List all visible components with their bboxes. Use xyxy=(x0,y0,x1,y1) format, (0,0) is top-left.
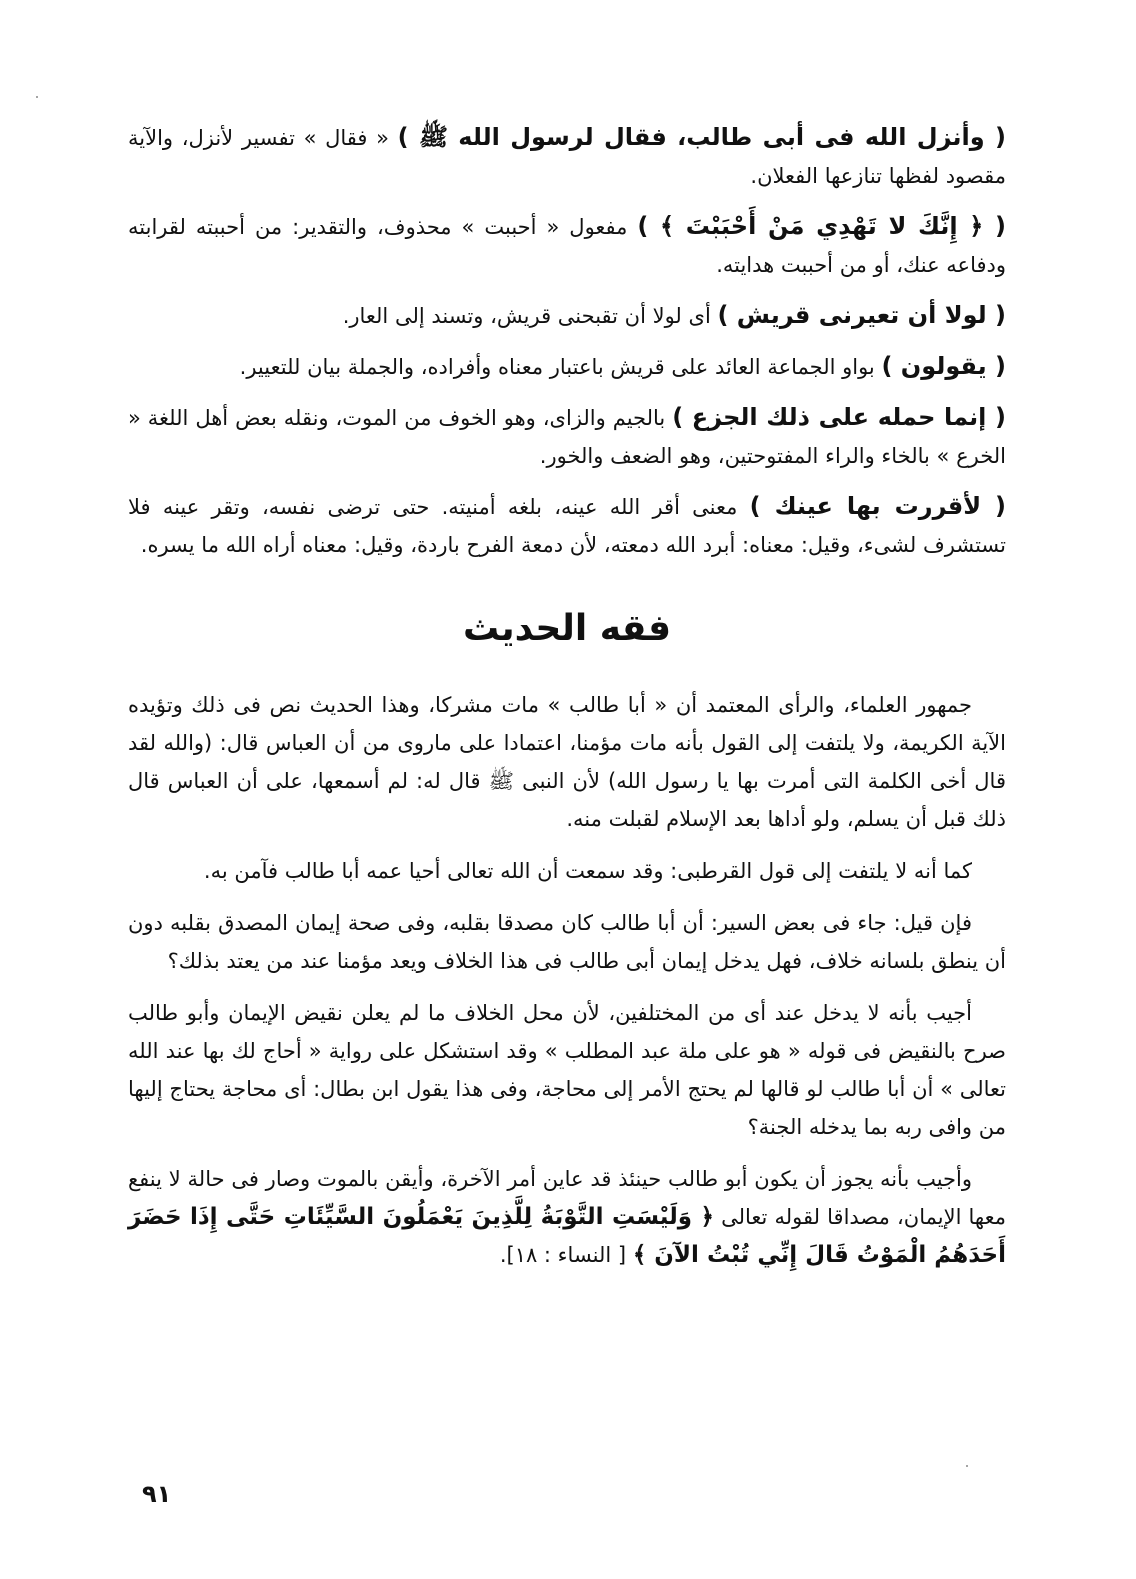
glossary-explanation: بالجيم والزاى، وهو الخوف من الموت، ونقله بعض أهل اللغة « الخرع » بالخاء والراء المفتوحتين، وهو الضعف والخور. xyxy=(128,406,1006,468)
glossary-explanation: معنى أقر الله عينه، بلغه أمنيته. حتى ترضى نفسه، وتقر عينه فلا تستشرف لشىء، وقيل: معناه: أبرد الله دمعته، لأن دمعة الفرح باردة، وقيل: معناه أراه الله ما يسره. xyxy=(128,495,1006,557)
glossary-keyword: ﴿ إِنَّكَ لا تَهْدِي مَنْ أَحْبَبْتَ ﴾ xyxy=(660,212,984,240)
glossary-explanation: أى لولا أن تقبحنى قريش، وتسند إلى العار. xyxy=(342,304,718,328)
glossary-entry: ( وأنزل الله فى أبى طالب، فقال لرسول الله ﷺ ) « فقال » تفسير لأنزل، والآية مقصود لفظها تنازعها الفعلان. xyxy=(128,123,1006,188)
glossary-keyword: لولا أن تعيرنى قريش xyxy=(736,301,987,329)
page-number: ٩١ xyxy=(142,1480,172,1508)
body-paragraph: كما أنه لا يلتفت إلى قول القرطبى: وقد سمعت أن الله تعالى أحيا عمه أبا طالب فآمن به. xyxy=(203,859,972,883)
glossary-keyword: يقولون xyxy=(900,352,987,380)
glossary-keyword: لأقررت بها عينك xyxy=(774,492,982,520)
glossary-entry: ( لأقررت بها عينك ) معنى أقر الله عينه، بلغه أمنيته. حتى ترضى نفسه، وتقر عينه فلا تستشرف لشىء، وقيل: معناه: أبرد الله دمعته، لأن دمعة الفرح باردة، وقيل: معناه أراه الله ما يسره. xyxy=(128,492,1006,557)
body-paragraph-with-verse xyxy=(128,1160,1006,1274)
body-paragraph: أجيب بأنه لا يدخل عند أى من المختلفين، لأن محل الخلاف ما لم يعلن نقيض الإيمان وأبو طالب صرح بالنقيض فى قوله « هو على ملة عبد المطلب » وقد استشكل على رواية « أحاج لك بها عند الله تعالى » أن أبا طالب لو قالها لم يحتج الأمر إلى محاجة، وفى هذا يقول ابن بطال: أى محاجة يحتاج إليها من وافى ربه بما يدخله الجنة؟ xyxy=(128,1001,1006,1139)
scan-speck xyxy=(966,1465,968,1467)
glossary-entry: ( يقولون ) بواو الجماعة العائد على قريش باعتبار معناه وأفراده، والجملة بيان للتعيير. xyxy=(239,352,1006,380)
glossary-explanation: مفعول « أحببت » محذوف، والتقدير: من أحببته لقرابته ودفاعه عنك، أو من أحببت هدايته. xyxy=(128,215,1006,277)
paragraph-text: وأجيب بأنه يجوز أن يكون أبو طالب حينئذ قد عاين أمر الآخرة، وأيقن بالموت وصار فى حالة لا ينفع معها الإيمان، مصداقا لقوله تعالى xyxy=(128,1167,1006,1229)
glossary-explanation: « فقال » تفسير لأنزل، والآية مقصود لفظها تنازعها الفعلان. xyxy=(128,126,1006,188)
body-paragraph: جمهور العلماء، والرأى المعتمد أن « أبا طالب » مات مشركا، وهذا الحديث نص فى ذلك وتؤيده الآية الكريمة، ولا يلتفت إلى القول بأنه مات مؤمنا، اعتمادا على ماروى من أن العباس قال: (والله لقد قال أخى الكلمة التى أمرت بها يا رسول الله) لأن النبى ﷺ قال له: لم أسمعها، على أن العباس قال ذلك قبل أن يسلم، ولو أداها بعد الإسلام لقبلت منه. xyxy=(128,693,1006,831)
scan-speck xyxy=(36,96,38,98)
section-heading: فقه الحديث xyxy=(462,608,672,649)
glossary-keyword: وأنزل الله فى أبى طالب، فقال لرسول الله ﷺ xyxy=(418,123,985,151)
body-paragraph: فإن قيل: جاء فى بعض السير: أن أبا طالب كان مصدقا بقلبه، وفى صحة إيمان المصدق بقلبه دون أن ينطق بلسانه خلاف، فهل يدخل إيمان أبى طالب فى هذا الخلاف ويعد مؤمنا عند من يعتد بذلك؟ xyxy=(128,911,1006,973)
glossary-entry: ( ﴿ إِنَّكَ لا تَهْدِي مَنْ أَحْبَبْتَ ﴾ ) مفعول « أحببت » محذوف، والتقدير: من أحببته لقرابته ودفاعه عنك، أو من أحببت هدايته. xyxy=(128,212,1006,277)
quran-verse: ﴿ وَلَيْسَتِ التَّوْبَةُ لِلَّذِينَ يَعْمَلُونَ السَّيِّئَاتِ حَتَّى إِذَا حَضَرَ أَحَدَهُمُ الْمَوْتُ قَالَ إِنِّي تُبْتُ الآنَ ﴾ xyxy=(128,1204,1006,1268)
glossary-entry: ( لولا أن تعيرنى قريش ) أى لولا أن تقبحنى قريش، وتسند إلى العار. xyxy=(342,301,1006,329)
page-content xyxy=(128,118,1006,1288)
glossary-entry: ( إنما حمله على ذلك الجزع ) بالجيم والزاى، وهو الخوف من الموت، ونقله بعض أهل اللغة « الخرع » بالخاء والراء المفتوحتين، وهو الضعف والخور. xyxy=(128,403,1007,468)
glossary-keyword: إنما حمله على ذلك الجزع xyxy=(691,403,987,431)
verse-citation: [ النساء : ١٨]. xyxy=(499,1243,627,1267)
glossary-explanation: بواو الجماعة العائد على قريش باعتبار معناه وأفراده، والجملة بيان للتعيير. xyxy=(239,355,882,379)
